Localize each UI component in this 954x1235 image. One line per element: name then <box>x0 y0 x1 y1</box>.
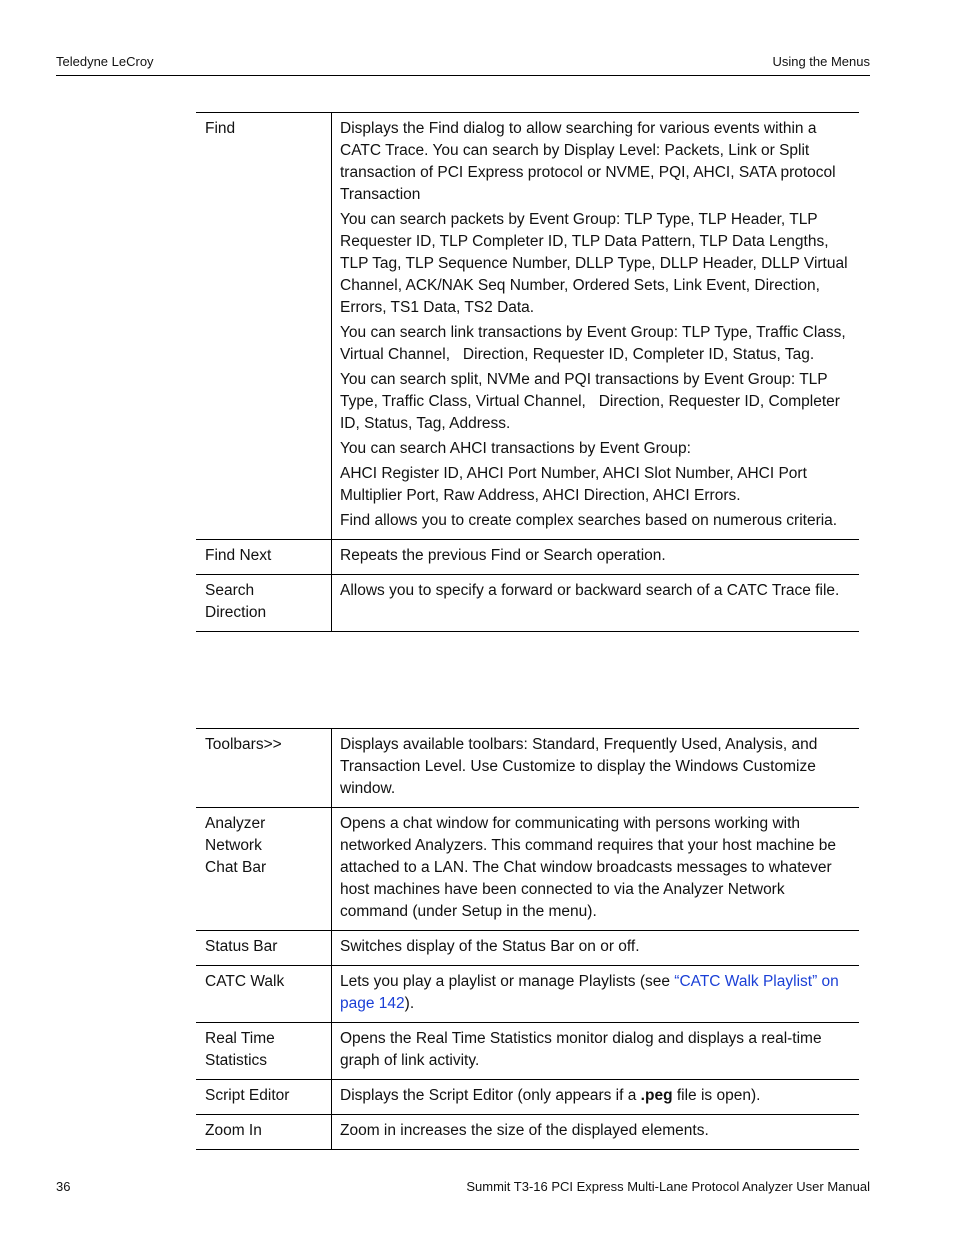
desc-find-next: Repeats the previous Find or Search operation. <box>332 540 860 575</box>
term-chat-bar-line1: Analyzer <box>205 815 266 832</box>
desc-real-time: Opens the Real Time Statistics monitor dialog and displays a real-time graph of link activity. <box>332 1023 860 1080</box>
table-row <box>196 575 859 632</box>
table-row <box>196 931 859 966</box>
desc-catc-walk-after: ). <box>404 995 415 1012</box>
table-row <box>196 966 859 1023</box>
table-row <box>196 1023 859 1080</box>
term-search-direction <box>196 575 332 632</box>
desc-zoom-in: Zoom in increases the size of the displayed elements. <box>332 1115 860 1150</box>
term-status-bar: Status Bar <box>196 931 332 966</box>
term-real-time-line1: Real Time <box>205 1030 275 1047</box>
term-find: Find <box>196 113 332 540</box>
term-real-time <box>196 1023 332 1080</box>
term-search-direction-line2: Direction <box>205 604 267 621</box>
table-row <box>196 1115 859 1150</box>
desc-toolbars: Displays available toolbars: Standard, Frequently Used, Analysis, and Transaction Level. Use Customize to display the Windows Customize window. <box>332 729 860 808</box>
table-row <box>196 808 859 931</box>
desc-status-bar: Switches display of the Status Bar on or off. <box>332 931 860 966</box>
catc-walk-playlist-link[interactable]: “CATC Walk Playlist” on page 142 <box>340 973 839 1012</box>
desc-catc-walk-before: Lets you play a playlist or manage Playlists (see <box>340 973 675 990</box>
desc-find-p5: You can search AHCI transactions by Event Group: <box>340 440 691 457</box>
term-find-next: Find Next <box>196 540 332 575</box>
term-real-time-line2: Statistics <box>205 1052 268 1069</box>
table-row <box>196 1080 859 1115</box>
find-menu-table <box>196 112 859 632</box>
desc-find-p3: You can search link transactions by Event Group: TLP Type, Traffic Class, Virtual Channel, Direction, Requester ID, Completer ID, Status, Tag. <box>340 324 851 363</box>
header-right-text: Using the Menus <box>772 54 870 69</box>
table-row <box>196 729 859 808</box>
desc-find <box>332 113 860 540</box>
desc-find-p1: Displays the Find dialog to allow searching for various events within a CATC Trace. You can search by Display Level: Packets, Link or Split transaction of PCI Express protocol or NVME, PQI, AHCI, SATA protocol Transaction <box>340 120 840 203</box>
view-menu-table <box>196 728 859 1150</box>
desc-script-editor-before: Displays the Script Editor (only appears if a <box>340 1087 641 1104</box>
table-row <box>196 540 859 575</box>
term-chat-bar-line2: Network <box>205 837 262 854</box>
footer-title: Summit T3-16 PCI Express Multi-Lane Protocol Analyzer User Manual <box>466 1179 870 1194</box>
desc-search-direction: Allows you to specify a forward or backward search of a CATC Trace file. <box>332 575 860 632</box>
table-row <box>196 113 859 540</box>
desc-catc-walk <box>332 966 860 1023</box>
desc-find-p6: AHCI Register ID, AHCI Port Number, AHCI Slot Number, AHCI Port Multiplier Port, Raw Address, AHCI Direction, AHCI Errors. <box>340 465 812 504</box>
term-zoom-in: Zoom In <box>196 1115 332 1150</box>
peg-extension: .peg <box>640 1087 673 1104</box>
header-rule <box>56 75 870 76</box>
term-toolbars: Toolbars>> <box>196 729 332 808</box>
term-search-direction-line1: Search <box>205 582 255 599</box>
desc-find-p4: You can search split, NVMe and PQI transactions by Event Group: TLP Type, Traffic Class, Virtual Channel, Direction, Requester ID, Completer ID, Status, Tag, Address. <box>340 371 845 432</box>
desc-find-p2: You can search packets by Event Group: TLP Type, TLP Header, TLP Requester ID, TLP Completer ID, TLP Data Pattern, TLP Data Lengths, TLP Tag, TLP Sequence Number, DLLP Type, DLLP Header, DLLP Virtual Channel, ACK/NAK Seq Number, Ordered Sets, Link Event, Direction, Errors, TS1 Data, TS2 Data. <box>340 211 852 316</box>
page-number: 36 <box>56 1179 71 1194</box>
desc-script-editor <box>332 1080 860 1115</box>
desc-chat-bar: Opens a chat window for communicating with persons working with networked Analyzers. This command requires that your host machine be attached to a LAN. The Chat window broadcasts messages to whatever host machines have been connected to via the Analyzer Network command (under Setup in the menu). <box>332 808 860 931</box>
desc-script-editor-after: file is open). <box>672 1087 761 1104</box>
desc-find-p7: Find allows you to create complex searches based on numerous criteria. <box>340 512 838 529</box>
term-chat-bar <box>196 808 332 931</box>
term-catc-walk: CATC Walk <box>196 966 332 1023</box>
term-chat-bar-line3: Chat Bar <box>205 859 267 876</box>
term-script-editor: Script Editor <box>196 1080 332 1115</box>
header-left-text: Teledyne LeCroy <box>56 54 154 69</box>
